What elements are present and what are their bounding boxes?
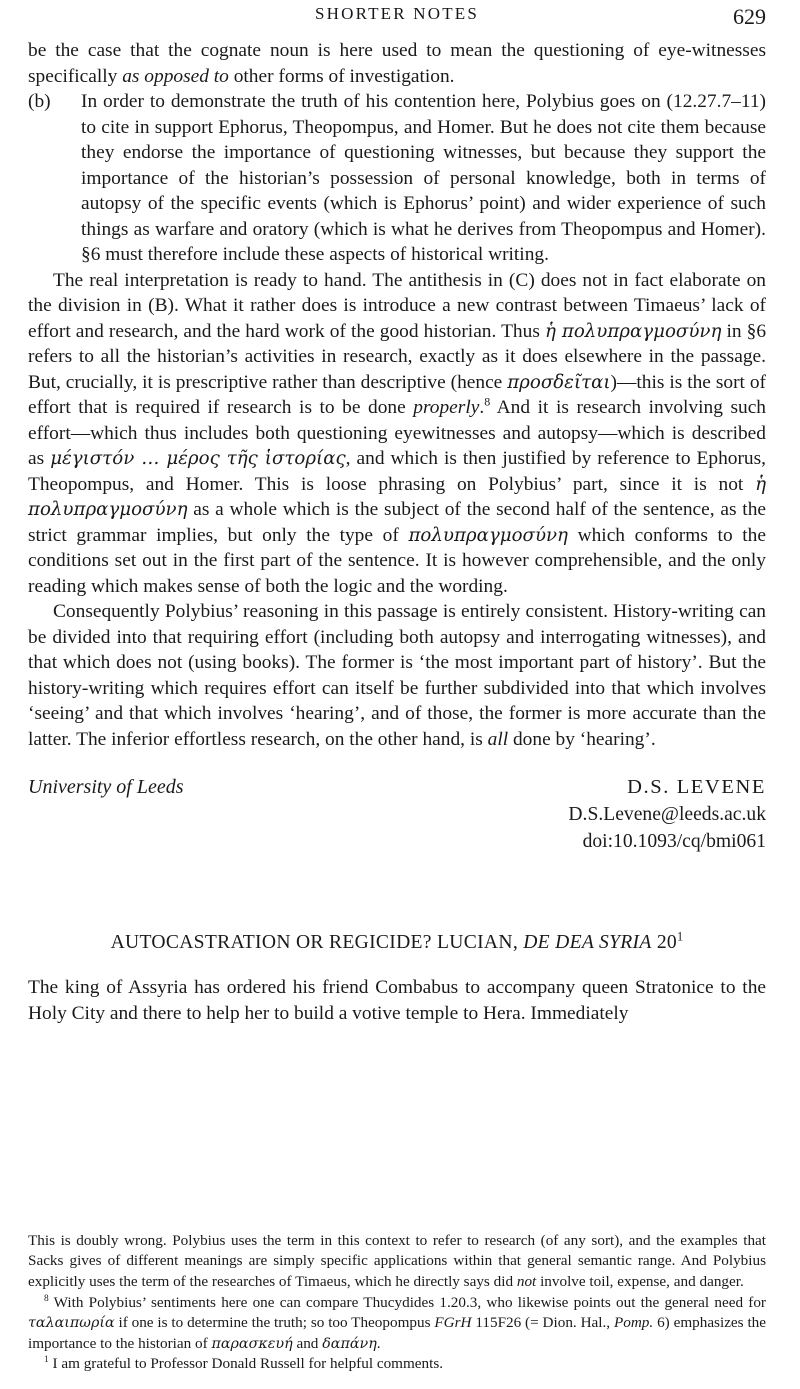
footnote-1 [28,1354,766,1375]
para2-segment-5: , and which is then justified by reference to Ephorus, Theopompus, and Homer. This is loose phrasing on Polybius’ part, since it is not [28,448,767,495]
next-article-opening-text: The king of Assyria has ordered his friend Combabus to accompany queen Stratonice to the Holy City and there to help her to build a votive temple to Hera. Immediately [28,977,766,1024]
article-doi: doi:10.1093/cq/bmi061 [582,831,766,852]
article-body [28,38,766,752]
signature-block [28,774,766,886]
author-name: D.S. LEVENE [627,776,766,798]
greek-dapane: δαπάνη [322,1335,377,1352]
footnote-ref-8[interactable]: 8 [484,394,491,409]
para2-segment-4: And it is research involving such effort—which thus includes both questioning eyewitnesses and autopsy—which is described as [28,397,766,469]
footnote-8-segment-5: and [292,1334,323,1352]
paragraph-conclusion [28,599,766,752]
greek-hē-polypragmosyne-2: ἡ πολυπραγμοσύνη [28,473,766,520]
paragraph-continued [28,38,766,89]
para2-segment-1: The real interpretation is ready to hand. The antithesis in (C) does not in fact elaborate on the division in (B). What it rather does is introduce a new contrast between Timaeus’ lack of effort and research, and the hard work of the good historian. Thus [28,269,766,342]
greek-prosdeitai: προσδεῖται [507,371,611,393]
footnote-8-segment-1: With Polybius’ sentiments here one can compare Thucydides 1.20.3, who likewise points out the general need for [48,1293,766,1311]
footnote-continued-lead: This is doubly wrong. Polybius uses the term in this context to refer to research (of any sort), and the examples that Sacks gives of different meanings are simply specific applications within that general semantic range. And Polybius explicitly uses the term of the researches of Timaeus, which he directly says did [28,1231,766,1291]
footnote-8-segment-4: 6) emphasizes the importance to the historian of [28,1314,766,1352]
footnote-continued-italic: not [516,1273,537,1291]
footnote-continued-tail: involve toil, expense, and danger. [536,1273,744,1291]
footnote-8-segment-6: . [376,1334,381,1352]
footnote-8-italic-fgrh: FGrH [434,1314,472,1332]
footnote-1-marker: 1 [44,1355,49,1366]
para2-segment-6: as a whole which is the subject of the second half of the sentence, as the strict grammar implies, but only the type of [28,499,766,546]
next-article-opening-paragraph [28,975,766,1026]
next-article-title-lead: AUTOCASTRATION OR REGICIDE? LUCIAN, [110,932,524,953]
footnote-8-segment-2: if one is to determine the truth; so too Theopompus [114,1314,435,1332]
para3-italic-all: all [487,728,509,750]
para3-segment-2: done by ‘hearing’. [508,728,656,750]
running-head-title: SHORTER NOTES [314,4,480,23]
greek-paraskeue: παρασκευή [211,1335,293,1352]
next-article-title [28,929,766,954]
footnote-1-text: I am grateful to Professor Donald Russell for helpful comments. [48,1355,444,1373]
para2-segment-3: )—this is the sort of effort that is required if research is to be done [28,371,766,418]
footnote-area [28,1231,766,1375]
list-item-b-label: (b) [28,91,51,112]
greek-hē-polypragmosyne-1: ἡ πολυπραγμοσύνη [544,320,722,342]
running-head [28,0,766,38]
signature-right-column [568,774,766,855]
page-number: 629 [733,4,766,29]
paragraph-interpretation: The real interpretation is ready to hand. The antithesis in (C) does not in fact elaborate on the division in (B). What it rather does is introduce a new contrast between Timaeus’ lack of effort and research, and the hard work of the good historian. Thus ἡ πολυπραγμοσύνη in §6 refers to all the historian’s activities in research, exactly as it does elsewhere in the passage. But, crucially, it is prescriptive rather than descriptive (hence προσδεῖται)—this is the sort of effort that is required if research is to be done properly.$^8$ And it is research involving such effort—which thus includes both questioning eyewitnesses and autopsy—which is described as μέγιστόν … μέρος τῆς ἱστορίας, and which is then justified by reference to Ephorus, Theopompus, and Homer. This is loose phrasing on Polybius’ part, since it is not ἡ πολυπραγμοσύνη as a whole which is the subject of the second half of the sentence, as the strict grammar implies, but only the type of πολυπραγμοσύνη which conforms to the conditions set out in the first part of the sentence. It is however comprehensible, and the only reading which makes sense of both the logic and the wording. [28,269,767,597]
continued-text-italic: as opposed to [122,65,229,87]
footnote-8 [28,1293,766,1355]
next-article-title-section: 20 [651,932,678,953]
list-item-b [28,89,766,268]
footnote-8-marker: 8 [44,1293,49,1304]
para2-segment-7: which conforms to the conditions set out in the first part of the sentence. It is however comprehensible, and the only reading which makes sense of both the logic and the wording. [28,524,766,597]
next-article-title-work: DE DEA SYRIA [523,932,652,953]
footnote-8-italic-pomp: Pomp. [613,1314,654,1332]
footnote-8-segment-3: 115F26 (= Dion. Hal., [471,1314,614,1332]
para3-segment-1: Consequently Polybius’ reasoning in this passage is entirely consistent. History-writing can be divided into that requiring effort (including both autopsy and interrogating witnesses), and that which does not (using books). The former is ‘the most important part of history’. But the history-writing which requires effort can itself be further subdivided into that which involves ‘seeing’ and that which involves ‘hearing’, and of those, the former is more accurate than the latter. The inferior effortless research, on the other hand, is [28,601,766,750]
footnote-continued [28,1231,766,1293]
continued-text-tail: other forms of investigation. [228,65,455,87]
para2-italic-properly: properly [413,397,480,418]
greek-megiston-meros-tes-historias: μέγιστόν … μέρος τῆς ἱστορίας [50,448,346,469]
footnote-ref-1[interactable]: 1 [677,929,684,944]
author-email: D.S.Levene@leeds.ac.uk [568,804,766,825]
greek-talaiporia: ταλαιπωρία [28,1315,115,1332]
greek-polypragmosyne-3: πολυπραγμοσύνη [408,524,568,546]
para2-segment-2: in §6 refers to all the historian’s activities in research, exactly as it does elsewhere in the passage. But, crucially, it is prescriptive rather than descriptive (hence [28,320,767,393]
author-affiliation: University of Leeds [28,776,184,798]
list-item-b-text: In order to demonstrate the truth of his contention here, Polybius goes on (12.27.7–11) to cite in support Ephorus, Theopompus, and Homer. But he does not cite them because they endorse the importance of questioning witnesses, but because they support the importance of the historian’s possession of personal knowledge, both in terms of autopsy of the specific events (which is Ephorus’ point) and wider experience of such things as warfare and oratory (which is what he derives from Theopompus and Homer). §6 must therefore include these aspects of historical writing. [81,91,766,265]
continued-text-lead: be the case that the cognate noun is here used to mean the questioning of eye-witnesses specifically [28,40,766,87]
